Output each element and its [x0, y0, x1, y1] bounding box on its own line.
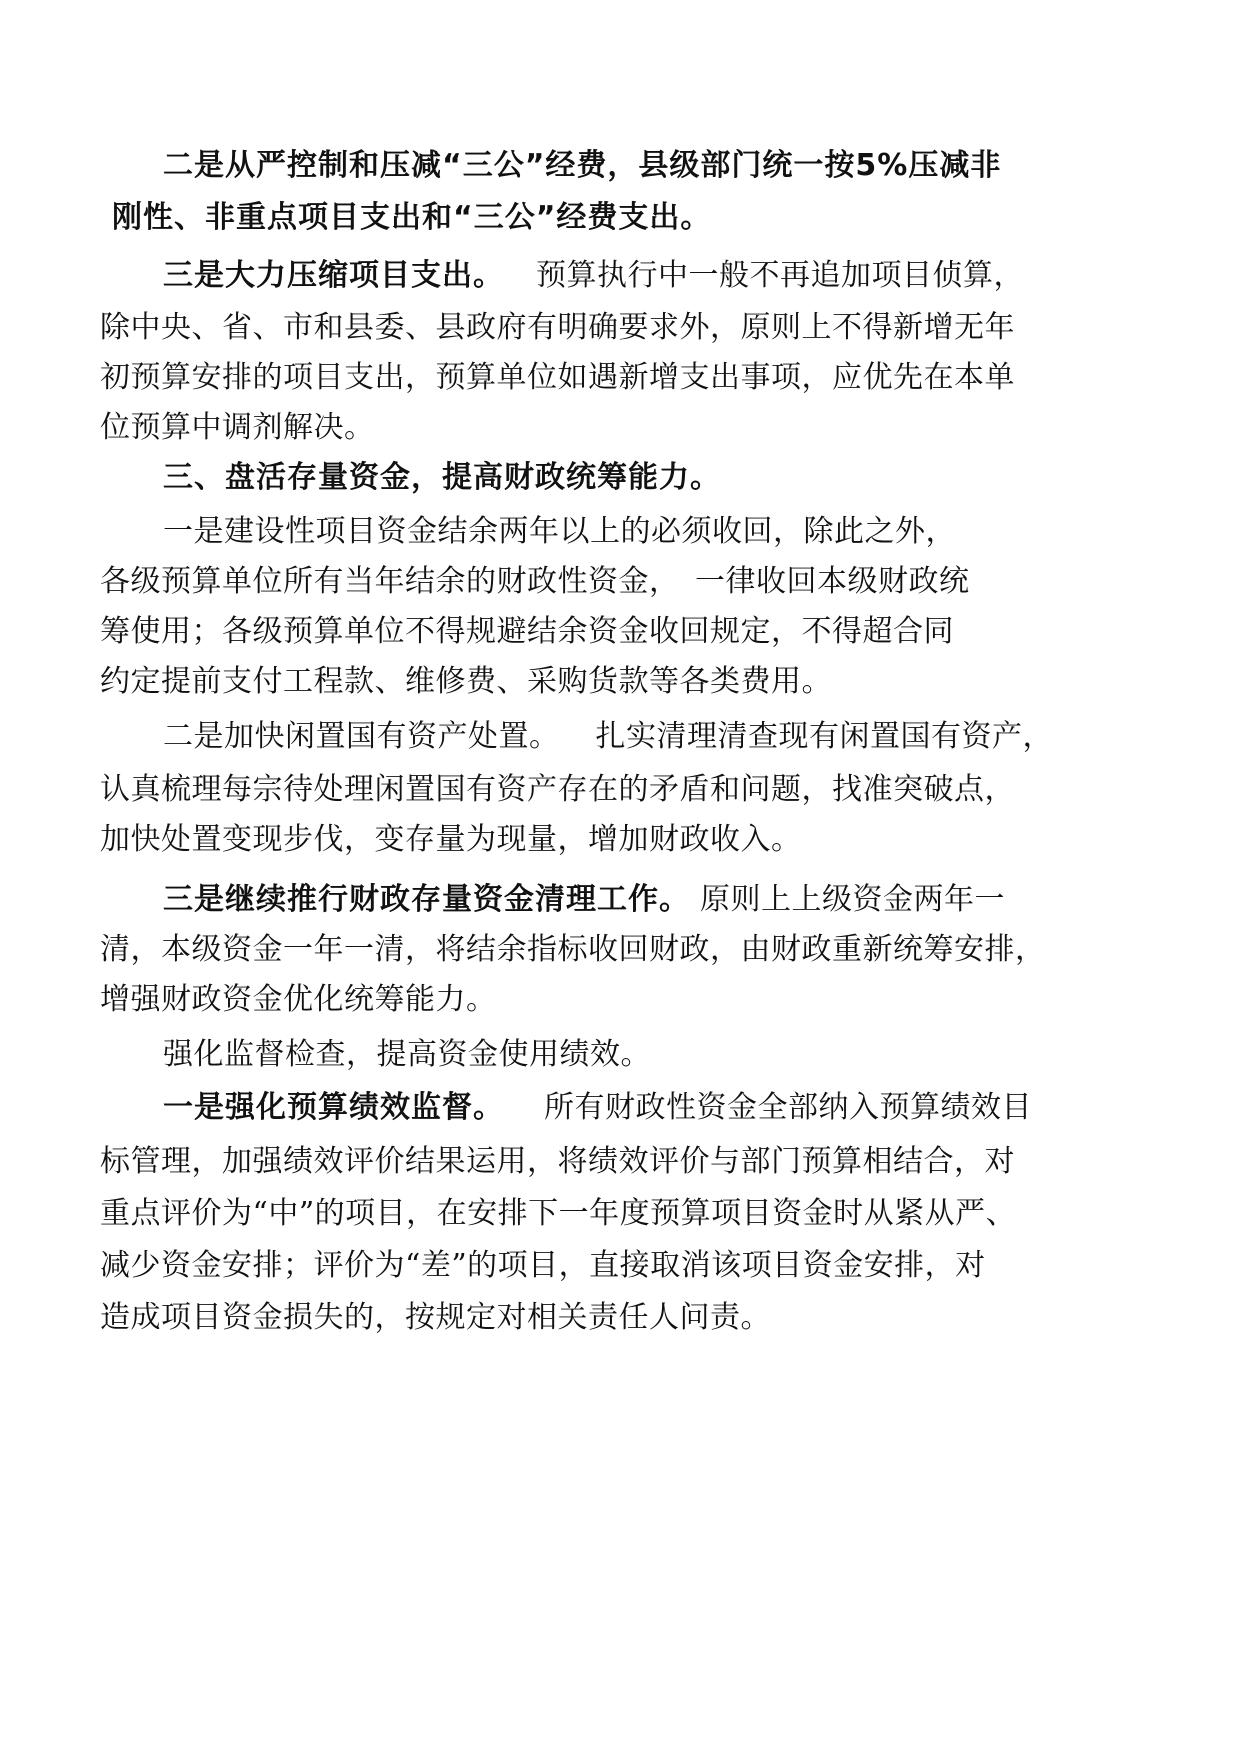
paragraph-4-line-2: 认真梳理每宗待处理闲置国有资产存在的矛盾和问题，找准突破点，	[100, 772, 1015, 807]
paragraph-5-line-3: 增强财政资金优化统筹能力。	[100, 982, 497, 1017]
paragraph-3-line-3: 筹使用；各级预算单位不得规避结余资金收回规定，不得超合同	[100, 614, 954, 649]
paragraph-5-line-1	[163, 880, 1005, 920]
paragraph-7-line-3: 重点评价为“中”的项目，在安排下一年度预算项目资金时从紧从严、	[100, 1196, 1017, 1231]
paragraph-2-line-2: 除中央、省、市和县委、县政府有明确要求外，原则上不得新增无年	[100, 310, 1015, 345]
paragraph-3-line-4: 约定提前支付工程款、维修费、采购货款等各类费用。	[100, 664, 832, 699]
paragraph-2-line-3: 初预算安排的项目支出，预算单位如遇新增支出事项，应优先在本单	[100, 360, 1015, 395]
section-heading-3: 三、盘活存量资金，提高财政统筹能力。	[163, 460, 721, 495]
paragraph-6-line-1: 强化监督检查，提高资金使用绩效。	[163, 1037, 651, 1072]
paragraph-3-line-2: 各级预算单位所有当年结余的财政性资金， 一律收回本级财政统	[100, 564, 970, 599]
paragraph-7-line-4: 减少资金安排；评价为“差”的项目，直接取消该项目资金安排，对	[100, 1248, 986, 1283]
paragraph-7-line-5: 造成项目资金损失的，按规定对相关责任人问责。	[100, 1300, 771, 1335]
paragraph-2-line-4: 位预算中调剂解决。	[100, 410, 375, 445]
paragraph-5-line-2: 清，本级资金一年一清，将结余指标收回财政，由财政重新统筹安排，	[100, 932, 1046, 967]
paragraph-2-lead: 三是大力压缩项目支出。	[163, 258, 504, 293]
paragraph-4-line-1	[163, 717, 1053, 757]
paragraph-4-line-1-rest: 扎实清理清查现有闲置国有资产，	[595, 719, 1054, 754]
paragraph-7-line-2: 标管理，加强绩效评价结果运用，将绩效评价与部门预算相结合，对	[100, 1144, 1015, 1179]
paragraph-7-line-1	[163, 1088, 1032, 1128]
paragraph-2-line-1-rest: 预算执行中一般不再追加项目侦算，	[536, 258, 1025, 293]
paragraph-4-line-3: 加快处置变现步伐，变存量为现量，增加财政收入。	[100, 822, 802, 857]
paragraph-1-line-1: 二是从严控制和压减“三公”经费，县级部门统一按5%压减非	[163, 148, 1002, 183]
paragraph-1-line-2: 刚性、非重点项目支出和“三公”经费支出。	[112, 200, 712, 235]
paragraph-7-line-1-rest: 所有财政性资金全部纳入预算绩效目	[544, 1090, 1033, 1125]
paragraph-7-lead: 一是强化预算绩效监督。	[163, 1090, 504, 1125]
paragraph-5-line-1-rest: 原则上上级资金两年一	[700, 882, 1006, 917]
paragraph-4-lead: 二是加快闲置国有资产处置。	[163, 719, 560, 754]
paragraph-5-lead: 三是继续推行财政存量资金清理工作。	[163, 882, 690, 917]
paragraph-3-line-1: 一是建设性项目资金结余两年以上的必须收回，除此之外，	[163, 514, 956, 549]
paragraph-2-line-1	[163, 256, 1024, 296]
